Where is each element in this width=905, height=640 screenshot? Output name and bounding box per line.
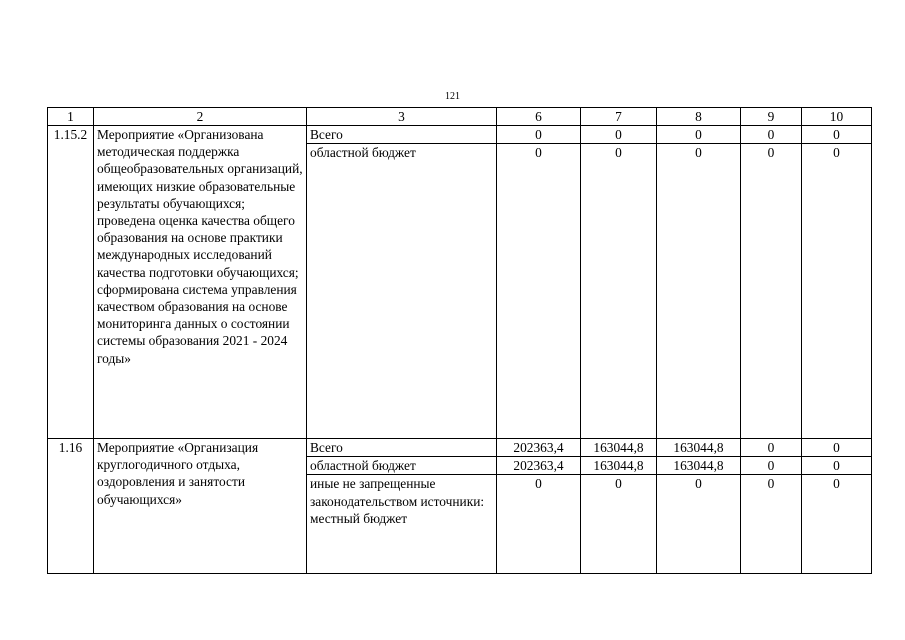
value-cell: 163044,8 (657, 439, 741, 457)
value-cell: 0 (802, 144, 872, 439)
value-cell: 0 (741, 475, 802, 574)
funding-source: Всего (307, 126, 497, 144)
header-cell-2: 2 (94, 108, 307, 126)
value-cell: 0 (497, 144, 581, 439)
value-cell: 202363,4 (497, 439, 581, 457)
header-cell-3: 3 (307, 108, 497, 126)
value-cell: 0 (657, 126, 741, 144)
header-cell-9: 9 (741, 108, 802, 126)
value-cell: 0 (741, 126, 802, 144)
header-cell-1: 1 (48, 108, 94, 126)
value-cell: 0 (741, 457, 802, 475)
funding-source: областной бюджет (307, 144, 497, 439)
header-cell-7: 7 (581, 108, 657, 126)
table-row (48, 439, 872, 457)
value-cell: 0 (802, 457, 872, 475)
value-cell: 0 (802, 126, 872, 144)
value-cell: 0 (741, 144, 802, 439)
table-row (48, 126, 872, 144)
value-cell: 163044,8 (581, 439, 657, 457)
funding-source: Всего (307, 439, 497, 457)
value-cell: 0 (802, 475, 872, 574)
header-cell-6: 6 (497, 108, 581, 126)
activity-code: 1.15.2 (48, 126, 94, 439)
value-cell: 0 (581, 144, 657, 439)
header-cell-8: 8 (657, 108, 741, 126)
header-cell-10: 10 (802, 108, 872, 126)
value-cell: 202363,4 (497, 457, 581, 475)
funding-source: иные не запрещенные законодательством источники: местный бюджет (307, 475, 497, 574)
activity-code: 1.16 (48, 439, 94, 574)
value-cell: 163044,8 (657, 457, 741, 475)
activity-description: Мероприятие «Организована методическая поддержка общеобразовательных организаций, имеющих низкие образовательные результаты обучающихся; проведена оценка качества общего образования на основе практики международных исследований качества подготовки обучающихся; сформирована система управления качеством образования на основе мониторинга данных о состоянии системы образования 2021 - 2024 годы» (94, 126, 307, 439)
value-cell: 0 (581, 126, 657, 144)
funding-source: областной бюджет (307, 457, 497, 475)
value-cell: 0 (657, 144, 741, 439)
budget-table (47, 107, 872, 574)
page-number: 121 (445, 91, 460, 102)
value-cell: 0 (741, 439, 802, 457)
header-row (48, 108, 872, 126)
value-cell: 0 (802, 439, 872, 457)
value-cell: 163044,8 (581, 457, 657, 475)
activity-description: Мероприятие «Организация круглогодичного отдыха, оздоровления и занятости обучающихся» (94, 439, 307, 574)
value-cell: 0 (497, 126, 581, 144)
value-cell: 0 (657, 475, 741, 574)
value-cell: 0 (581, 475, 657, 574)
value-cell: 0 (497, 475, 581, 574)
